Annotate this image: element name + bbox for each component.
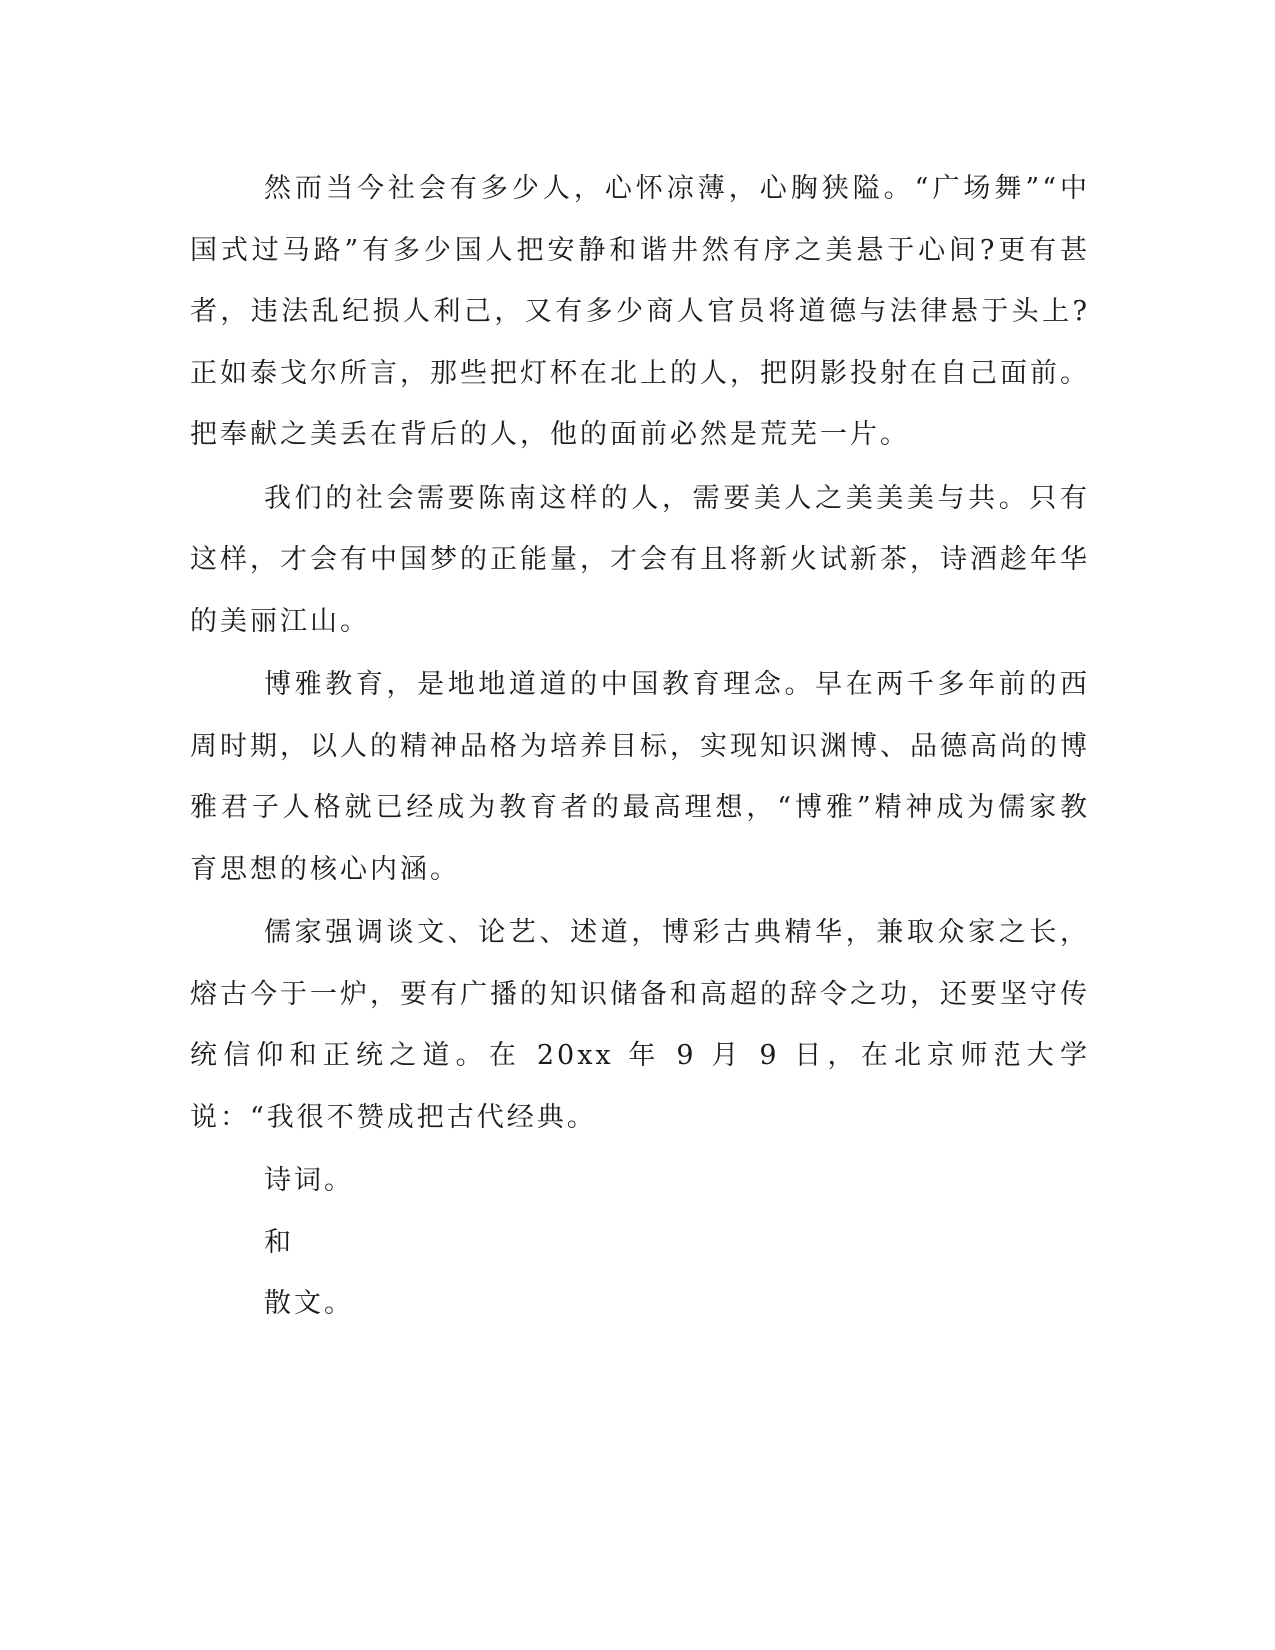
paragraph: 诗词。 (264, 1165, 354, 1196)
paragraph: 然而当今社会有多少人，心怀凉薄，心胸狭隘。“广场舞”“中国式过马路”有多少国人把安静和谐井然有序之美悬于心间?更有甚者，违法乱纪损人利己，又有多少商人官员将道德与法律悬于头上?正如泰戈尔所言，那些把灯杯在北上的人，把阴影投射在自己面前。把奉献之美丢在背后的人，他的面前必然是荒芜一片。 (190, 173, 1090, 450)
paragraph: 和 (264, 1226, 294, 1258)
paragraph: 儒家强调谈文、论艺、述道，博彩古典精华，兼取众家之长，熔古今于一炉，要有广播的知识储备和高超的辞令之功，还要坚守传统信仰和正统之道。在 20xx 年 9 月 9 日，在北京师范大学说：“我很不赞成把古代经典。 (190, 917, 1090, 1133)
paragraph: 博雅教育，是地地道道的中国教育理念。早在两千多年前的西周时期，以人的精神品格为培养目标，实现知识渊博、品德高尚的博雅君子人格就已经成为教育者的最高理想，“博雅”精神成为儒家教育思想的核心内涵。 (190, 669, 1090, 885)
paragraph: 我们的社会需要陈南这样的人，需要美人之美美美与共。只有这样，才会有中国梦的正能量，才会有且将新火试新茶，诗酒趁年华的美丽江山。 (190, 482, 1090, 637)
document-body (190, 158, 1090, 1335)
paragraph: 散文。 (264, 1288, 354, 1319)
